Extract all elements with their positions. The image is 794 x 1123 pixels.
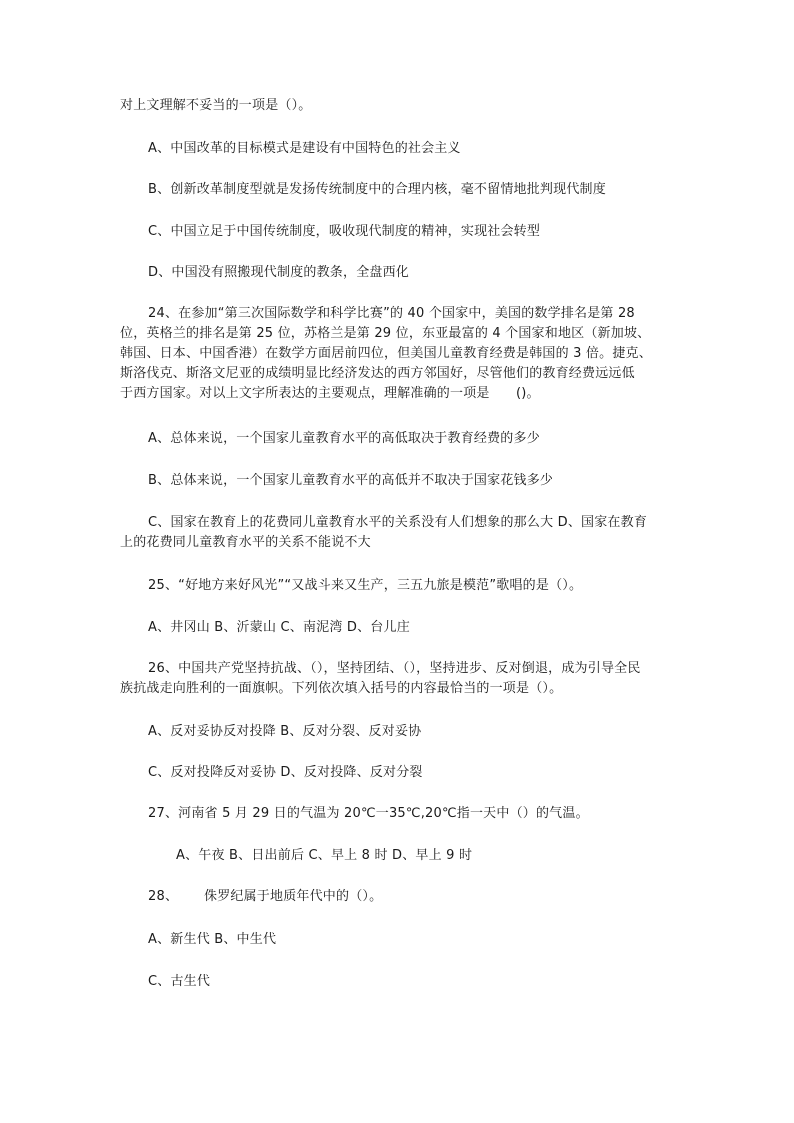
q26-stem (120, 659, 680, 699)
q28-number: 28、 (148, 889, 179, 904)
q23-option-c: C、中国立足于中国传统制度，吸收现代制度的精神，实现社会转型 (148, 224, 541, 239)
q27-stem: 27、河南省 5 月 29 日的气温为 20℃一35℃,20℃指一天中（）的气温。 (148, 806, 589, 821)
q24-stem-line: 韩国、日本、中国香港）在数学方面居前四位，但美国儿童教育经费是韩国的 3 倍。捷克、 (120, 346, 652, 361)
q24-stem-line: 24、在参加“第三次国际数学和科学比赛”的 40 个国家中，美国的数学排名是第 28 (148, 306, 635, 321)
q28-option-c: C、古生代 (148, 974, 211, 989)
q24-options-cd-line: C、国家在教育上的花费同儿童教育水平的关系没有人们想象的那么大 D、国家在教育 (148, 515, 648, 530)
q25-stem: 25、“好地方来好风光”“又战斗来又生产，三五九旅是模范”歌唱的是（）。 (148, 578, 583, 593)
q23-option-b: B、创新改革制度型就是发扬传统制度中的合理内核，毫不留情地批判现代制度 (148, 182, 606, 197)
q24-stem-line: 位，英格兰的排名是第 25 位，苏格兰是第 29 位，东亚最富的 4 个国家和地区（新加坡、 (120, 326, 651, 341)
q24-stem-line: 斯洛伐克、斯洛文尼亚的成绩明显比经济发达的西方邻国好，尽管他们的教育经费远远低 (120, 366, 635, 381)
q24-stem-line: 于西方国家。对以上文字所表达的主要观点，理解准确的一项是 ()。 (120, 386, 540, 401)
q28-options-ab: A、新生代 B、中生代 (148, 932, 277, 947)
q26-options-cd: C、反对投降反对妥协 D、反对投降、反对分裂 (148, 765, 423, 780)
q24-option-a: A、总体来说，一个国家儿童教育水平的高低取决于教育经费的多少 (148, 431, 540, 446)
q28-stem: 侏罗纪属于地质年代中的（）。 (204, 889, 383, 904)
q27-options: A、午夜 B、日出前后 C、早上 8 时 D、早上 9 时 (176, 848, 473, 863)
q25-options: A、井冈山 B、沂蒙山 C、南泥湾 D、台儿庄 (148, 620, 410, 635)
q24-option-b: B、总体来说，一个国家儿童教育水平的高低并不取决于国家花钱多少 (148, 473, 554, 488)
q23-option-a: A、中国改革的目标模式是建设有中国特色的社会主义 (148, 141, 461, 156)
q24-options-cd (120, 513, 680, 553)
q26-stem-line: 族抗战走向胜利的一面旗帜。下列依次填入括号的内容最恰当的一项是（）。 (120, 681, 563, 696)
q24-stem (120, 304, 680, 404)
q24-options-cd-line: 上的花费同儿童教育水平的关系不能说不大 (120, 535, 371, 550)
q23-option-d: D、中国没有照搬现代制度的教条，全盘西化 (148, 265, 410, 280)
q26-stem-line: 26、中国共产党坚持抗战、（），坚持团结、（），坚持进步、反对倒退，成为引导全民 (148, 661, 641, 676)
intro-question: 对上文理解不妥当的一项是（）。 (120, 98, 312, 113)
q26-options-ab: A、反对妥协反对投降 B、反对分裂、反对妥协 (148, 724, 422, 739)
